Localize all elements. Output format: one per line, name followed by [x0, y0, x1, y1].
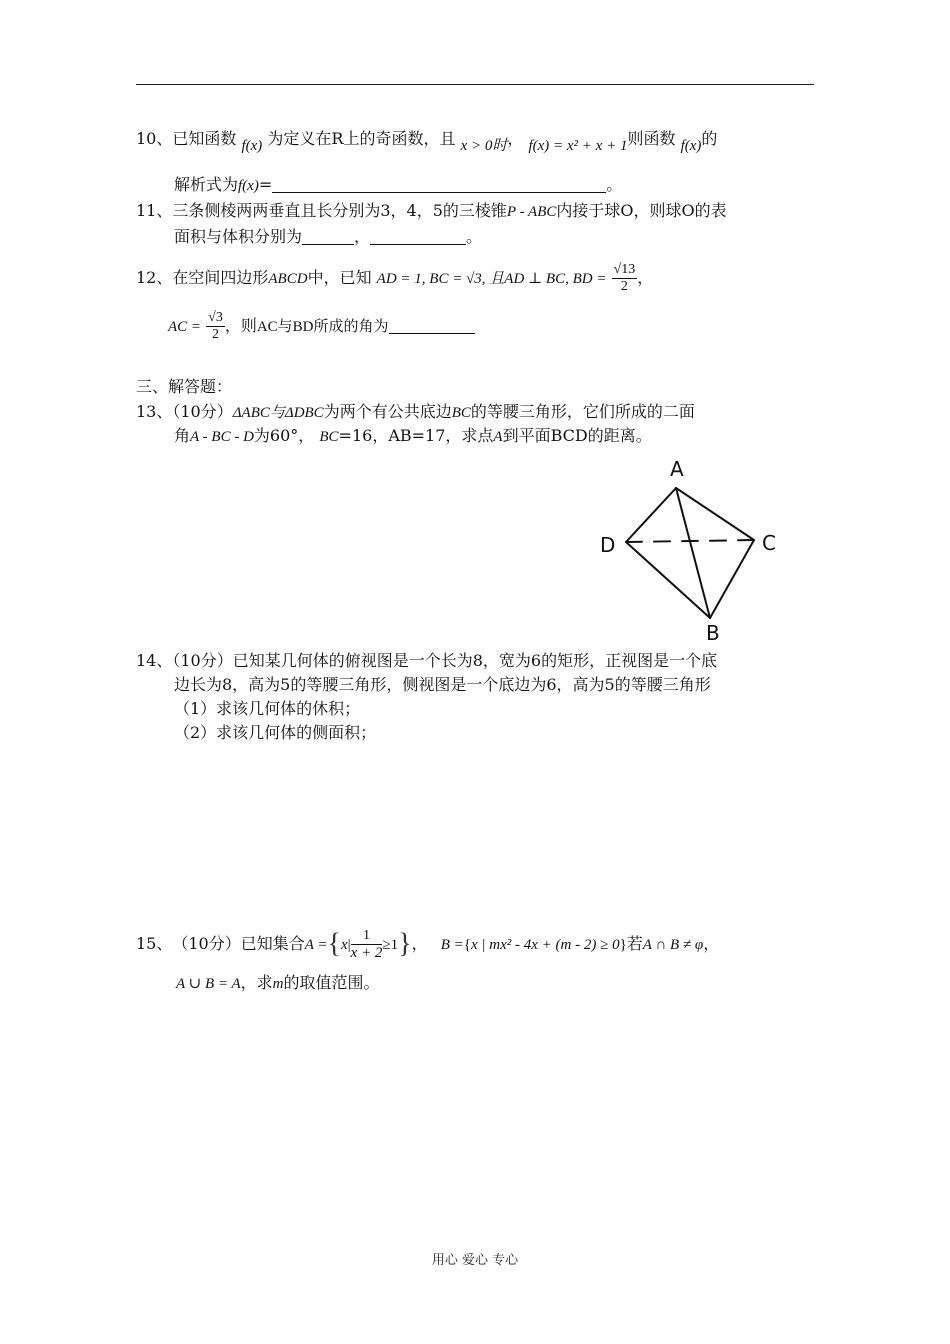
q14-line4: （2）求该几何体的侧面积； — [174, 723, 377, 742]
q10-number: 10、 — [136, 129, 173, 148]
q15-frac-num: 1 — [351, 928, 383, 945]
q10-comma: ， — [507, 129, 524, 148]
label-c: C — [762, 531, 776, 555]
q15-x: x — [340, 937, 348, 953]
q11-line1 — [136, 200, 727, 223]
edge-db — [626, 542, 710, 618]
q13-text4: 角 — [174, 426, 191, 445]
q11-text2: 内接于球O，则球O的表 — [556, 201, 727, 220]
q15-number: 15、 — [136, 934, 173, 953]
q11-volume-blank[interactable] — [370, 228, 466, 245]
q13-line1 — [136, 401, 695, 424]
q11-text1: 三条侧棱两两垂直且长分别为3，4，5的三棱锥 — [172, 201, 507, 220]
q10-eq: = — [258, 175, 273, 194]
q11-area-blank[interactable] — [302, 228, 354, 245]
q13-number: 13、 — [136, 402, 173, 421]
q12-line1 — [136, 256, 653, 300]
q12-bd-den: 2 — [620, 279, 628, 294]
q10-line1 — [136, 128, 717, 157]
q15-brace-b-left: { — [463, 937, 471, 953]
q13-bc: BC — [451, 405, 471, 421]
page-footer: 用心 爱心 专心 — [431, 1253, 519, 1268]
q10-fx2: f(x) — [680, 138, 702, 154]
q12-ac: AC = — [168, 319, 202, 335]
q14-line1: 14、（10分）已知某几何体的俯视图是一个长为8，宽为6的矩形，正视图是一个底 — [136, 651, 718, 670]
q15-fraction — [351, 928, 383, 961]
q15-brace-b-right: } — [619, 937, 627, 953]
q15-brace-right: } — [398, 928, 412, 960]
q15-set-a: A = — [304, 937, 328, 953]
q15-intersection: A ∩ B ≠ φ — [642, 937, 704, 953]
q10-text5: 解析式为 — [174, 175, 239, 194]
q10-text2: 为定义在R上的奇函数，且 — [267, 129, 456, 148]
q12-comma: ， — [637, 268, 654, 287]
q13-tetrahedron-figure — [590, 452, 790, 644]
q10-text1: 已知函数 — [172, 129, 237, 148]
q12-bd-num: √13 — [613, 262, 636, 277]
q12-ac-fraction — [206, 310, 225, 343]
q11-pyramid: P - ABC — [506, 204, 557, 220]
q13-text7: 到平面BCD的距离。 — [502, 426, 652, 445]
q15-text1: （10分）已知集合 — [180, 934, 305, 953]
q10-fx: f(x) — [241, 138, 263, 154]
q10-expression: f(x) = x² + x + 1 — [528, 138, 628, 154]
q12-bd-fraction — [612, 262, 638, 295]
edge-cb — [710, 540, 754, 618]
section-3-heading: 三、解答题： — [136, 377, 233, 396]
q10-fx3: f(x) — [238, 178, 259, 194]
q12-abcd: ABCD — [268, 271, 308, 287]
q13-text6: =16，AB=17，求点 — [338, 426, 494, 445]
q15-line2 — [176, 972, 380, 995]
q15-frac-den: x + 2 — [350, 945, 383, 961]
q13-text1: （10分） — [172, 402, 233, 421]
q12-conditions: AD = 1, BC = √3, 且AD ⊥ BC, BD = — [376, 271, 607, 287]
q13-text3: 的等腰三角形，它们所成的二面 — [470, 402, 695, 421]
q15-set-b: B = — [440, 937, 464, 953]
q15-comma: ， — [411, 934, 428, 953]
q10-end: 。 — [606, 175, 623, 194]
q13-text2: 为两个有公共底边 — [323, 402, 452, 421]
q13-angle: A - BC - D — [190, 429, 254, 445]
q11-number: 11、 — [136, 201, 173, 220]
header-rule — [136, 84, 814, 85]
q12-number: 12、 — [136, 268, 173, 287]
q15-set-b-inner: x | mx² - 4x + (m - 2) ≥ 0 — [470, 937, 620, 953]
q15-text3: ，求 — [240, 973, 273, 992]
q15-comma2: ， — [703, 934, 720, 953]
q15-m: m — [272, 976, 284, 992]
q13-triangles: ΔABC与ΔDBC — [232, 405, 324, 421]
q10-line2 — [174, 174, 622, 197]
q15-ge1: ≥1 — [382, 937, 399, 953]
q12-text1: 在空间四边形 — [172, 268, 269, 287]
q13-point-a: A — [493, 429, 503, 445]
edge-dc-hidden — [626, 540, 754, 542]
q13-text5: 为60°， — [253, 426, 315, 445]
q12-ac-den: 2 — [211, 327, 219, 342]
q11-sep: ， — [354, 227, 371, 246]
q12-ac-num: √3 — [208, 310, 223, 325]
q10-text4: 的 — [701, 129, 718, 148]
q12-text3: ，则 — [224, 316, 257, 335]
q11-text3: 面积与体积分别为 — [174, 227, 303, 246]
q11-end: 。 — [466, 227, 483, 246]
q12-text2: 中，已知 — [307, 268, 372, 287]
q13-bc2: BC — [319, 429, 339, 445]
label-a: A — [670, 457, 684, 481]
q12-answer-blank[interactable] — [389, 317, 475, 334]
label-b: B — [706, 621, 720, 644]
q15-union: A ∪ B = A — [176, 976, 241, 992]
q15-text2: 若 — [626, 934, 643, 953]
q11-line2 — [174, 226, 482, 248]
edge-ad — [626, 488, 676, 542]
q12-line2 — [168, 304, 475, 348]
q10-answer-blank[interactable] — [272, 176, 606, 193]
q14-line3: （1）求该几何体的休积； — [174, 699, 361, 718]
q15-bar: | — [347, 937, 351, 953]
q10-text3: 则函数 — [627, 129, 676, 148]
q13-line2 — [174, 425, 652, 448]
q15-line1 — [136, 922, 719, 966]
q14-line2: 边长为8，高为5的等腰三角形，侧视图是一个底边为6，高为5的等腰三角形 — [174, 675, 711, 694]
q12-text4: AC与BD所成的角为 — [256, 319, 389, 335]
q15-text4: 的取值范围。 — [283, 973, 380, 992]
label-d: D — [600, 533, 616, 557]
q15-brace-left: { — [327, 928, 341, 960]
q10-condition: x > 0时 — [460, 138, 508, 154]
